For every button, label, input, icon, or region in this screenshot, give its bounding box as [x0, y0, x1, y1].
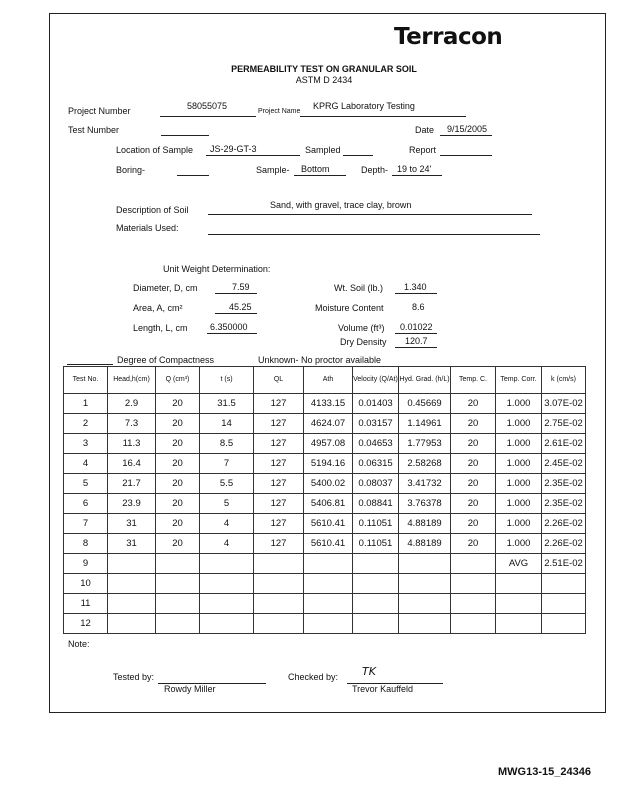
table-cell — [200, 614, 254, 634]
volume-line — [395, 333, 437, 334]
table-cell — [304, 574, 353, 594]
table-cell: 11 — [64, 594, 108, 614]
table-cell: 3 — [64, 434, 108, 454]
sample-label: Sample- — [256, 165, 290, 175]
table-row — [64, 394, 586, 414]
diameter-value: 7.59 — [232, 282, 250, 292]
table-cell: 20 — [451, 414, 496, 434]
table-header-cell: k (cm/s) — [542, 367, 586, 394]
table-row — [64, 434, 586, 454]
area-label: Area, A, cm² — [133, 303, 183, 313]
project-name-label: Project Name — [258, 108, 301, 115]
table-cell — [200, 554, 254, 574]
test-number-line — [161, 135, 209, 136]
table-cell — [399, 554, 451, 574]
table-cell — [156, 614, 200, 634]
wt-soil-value: 1.340 — [404, 282, 427, 292]
table-cell: 127 — [254, 394, 304, 414]
date-line — [440, 135, 492, 136]
table-row — [64, 534, 586, 554]
description-label: Description of Soil — [116, 205, 189, 215]
table-cell: 0.08841 — [353, 494, 399, 514]
sample-value: Bottom — [301, 164, 330, 174]
table-cell: 2.35E-02 — [542, 474, 586, 494]
table-cell: 0.08037 — [353, 474, 399, 494]
table-cell: 20 — [451, 394, 496, 414]
depth-label: Depth- — [361, 165, 389, 175]
table-cell: 16.4 — [108, 454, 156, 474]
sampled-label: Sampled — [305, 145, 341, 155]
table-cell: 20 — [451, 474, 496, 494]
table-cell: 0.06315 — [353, 454, 399, 474]
table-cell: 1.000 — [496, 534, 542, 554]
table-cell: 20 — [451, 494, 496, 514]
table-cell: 127 — [254, 474, 304, 494]
table-cell — [304, 554, 353, 574]
location-label: Location of Sample — [116, 145, 194, 155]
description-line — [208, 214, 532, 215]
table-cell: 127 — [254, 454, 304, 474]
project-number-value: 58055075 — [187, 101, 228, 111]
table-cell — [451, 614, 496, 634]
table-cell: 127 — [254, 434, 304, 454]
table-cell: 31 — [108, 534, 156, 554]
table-cell: 1.000 — [496, 514, 542, 534]
table-cell: 5406.81 — [304, 494, 353, 514]
table-cell: 0.03157 — [353, 414, 399, 434]
table-header-cell: Test No. — [64, 367, 108, 394]
table-cell: 4 — [200, 514, 254, 534]
table-cell — [108, 594, 156, 614]
depth-line — [392, 175, 442, 176]
diameter-line — [215, 293, 257, 294]
table-cell — [156, 574, 200, 594]
table-cell: 4957.08 — [304, 434, 353, 454]
length-line — [207, 333, 257, 334]
table-header-cell: t (s) — [200, 367, 254, 394]
table-row — [64, 554, 586, 574]
table-header-cell: Hyd. Grad. (h/L) — [399, 367, 451, 394]
table-header-cell: QL — [254, 367, 304, 394]
table-cell — [304, 614, 353, 634]
table-cell: 0.01403 — [353, 394, 399, 414]
table-cell: 2.61E-02 — [542, 434, 586, 454]
table-cell — [353, 574, 399, 594]
table-cell: 0.11051 — [353, 514, 399, 534]
table-cell: 20 — [451, 454, 496, 474]
table-cell: 20 — [451, 434, 496, 454]
table-cell: 5.5 — [200, 474, 254, 494]
table-cell: 4 — [64, 454, 108, 474]
compactness-line — [67, 364, 113, 365]
table-cell — [542, 594, 586, 614]
table-header-cell: Q (cm³) — [156, 367, 200, 394]
unit-weight-heading: Unit Weight Determination: — [163, 264, 271, 274]
diameter-label: Diameter, D, cm — [133, 283, 198, 293]
table-cell: 2.35E-02 — [542, 494, 586, 514]
table-cell: 3.41732 — [399, 474, 451, 494]
table-cell: 9 — [64, 554, 108, 574]
checked-by-name: Trevor Kauffeld — [352, 684, 414, 694]
table-cell: 4.88189 — [399, 514, 451, 534]
table-cell: 1.000 — [496, 474, 542, 494]
sample-line — [294, 175, 346, 176]
report-label: Report — [409, 145, 437, 155]
table-cell: 5400.02 — [304, 474, 353, 494]
table-cell: 8 — [64, 534, 108, 554]
table-row — [64, 494, 586, 514]
table-cell: 1.000 — [496, 434, 542, 454]
table-cell: 8.5 — [200, 434, 254, 454]
table-cell — [542, 574, 586, 594]
table-cell: 2.9 — [108, 394, 156, 414]
table-cell: 20 — [156, 394, 200, 414]
table-cell — [108, 554, 156, 574]
table-cell — [496, 574, 542, 594]
table-cell: 20 — [156, 414, 200, 434]
table-row — [64, 574, 586, 594]
table-cell: 1.000 — [496, 414, 542, 434]
document-id: MWG13-15_24346 — [498, 766, 591, 778]
table-cell: 23.9 — [108, 494, 156, 514]
table-cell: 11.3 — [108, 434, 156, 454]
table-cell — [108, 574, 156, 594]
table-header-row — [64, 367, 586, 394]
table-cell: 31.5 — [200, 394, 254, 414]
table-cell: 4 — [200, 534, 254, 554]
table-cell — [254, 554, 304, 574]
table-header-cell: Temp. Corr. — [496, 367, 542, 394]
moisture-value: 8.6 — [412, 302, 425, 312]
wt-soil-label: Wt. Soil (lb.) — [334, 283, 384, 293]
form-title: PERMEABILITY TEST ON GRANULAR SOIL — [231, 64, 417, 74]
permeability-table — [63, 366, 586, 634]
table-cell: 1 — [64, 394, 108, 414]
table-cell: 7 — [200, 454, 254, 474]
table-cell: 5610.41 — [304, 534, 353, 554]
table-header-cell: Ath — [304, 367, 353, 394]
table-cell — [399, 594, 451, 614]
table-cell — [353, 554, 399, 574]
location-line — [206, 155, 300, 156]
table-header-cell: Velocity (Q/At) — [353, 367, 399, 394]
table-cell — [399, 614, 451, 634]
length-label: Length, L, cm — [133, 323, 188, 333]
table-cell: 5610.41 — [304, 514, 353, 534]
boring-label: Boring- — [116, 165, 146, 175]
checked-by-initials: TK — [362, 665, 376, 678]
checked-by-label: Checked by: — [288, 672, 339, 682]
table-cell — [156, 594, 200, 614]
table-cell: 1.14961 — [399, 414, 451, 434]
table-row — [64, 474, 586, 494]
table-cell: 20 — [156, 434, 200, 454]
depth-value: 19 to 24' — [397, 164, 432, 174]
form-standard: ASTM D 2434 — [295, 75, 353, 85]
table-cell: 12 — [64, 614, 108, 634]
table-cell — [200, 574, 254, 594]
terracon-logo: Terracon — [394, 24, 503, 50]
table-cell: 1.77953 — [399, 434, 451, 454]
table-cell: 21.7 — [108, 474, 156, 494]
table-cell: 6 — [64, 494, 108, 514]
table-row — [64, 594, 586, 614]
table-cell: 2 — [64, 414, 108, 434]
table-cell — [451, 554, 496, 574]
note-label: Note: — [68, 639, 90, 649]
project-name-value: KPRG Laboratory Testing — [313, 101, 415, 111]
table-cell — [451, 594, 496, 614]
table-cell — [399, 574, 451, 594]
dry-density-line — [395, 347, 437, 348]
table-cell — [156, 554, 200, 574]
sampled-line — [343, 155, 373, 156]
table-cell — [542, 614, 586, 634]
table-header-cell: Head,h(cm) — [108, 367, 156, 394]
tested-by-name: Rowdy Miller — [164, 684, 216, 694]
table-cell — [304, 594, 353, 614]
table-cell: 2.58268 — [399, 454, 451, 474]
date-label: Date — [415, 125, 435, 135]
table-cell — [200, 594, 254, 614]
moisture-label: Moisture Content — [315, 303, 384, 313]
table-cell: 7.3 — [108, 414, 156, 434]
table-cell — [353, 614, 399, 634]
volume-label: Volume (ft³) — [338, 323, 385, 333]
area-line — [215, 313, 257, 314]
table-cell: 1.000 — [496, 454, 542, 474]
table-cell: 0.04653 — [353, 434, 399, 454]
project-number-line — [160, 116, 256, 117]
wt-soil-line — [395, 293, 437, 294]
table-cell — [254, 594, 304, 614]
table-cell: 1.000 — [496, 394, 542, 414]
table-cell: 127 — [254, 514, 304, 534]
description-value: Sand, with gravel, trace clay, brown — [270, 200, 412, 210]
table-cell: 4133.15 — [304, 394, 353, 414]
table-cell: 127 — [254, 534, 304, 554]
table-row — [64, 454, 586, 474]
table-cell: 127 — [254, 494, 304, 514]
area-value: 45.25 — [229, 302, 252, 312]
table-cell: 2.75E-02 — [542, 414, 586, 434]
materials-line — [208, 234, 540, 235]
table-cell: 2.26E-02 — [542, 534, 586, 554]
table-cell: 5194.16 — [304, 454, 353, 474]
test-number-label: Test Number — [68, 125, 120, 135]
table-row — [64, 514, 586, 534]
project-name-line — [300, 116, 466, 117]
volume-value: 0.01022 — [400, 322, 433, 332]
materials-label: Materials Used: — [116, 223, 179, 233]
table-cell: 10 — [64, 574, 108, 594]
table-cell: 0.45669 — [399, 394, 451, 414]
table-cell — [353, 594, 399, 614]
table-cell: 20 — [156, 534, 200, 554]
compactness-label: Degree of Compactness — [117, 355, 215, 365]
table-cell: 2.26E-02 — [542, 514, 586, 534]
table-cell: 1.000 — [496, 494, 542, 514]
table-row — [64, 614, 586, 634]
table-cell: AVG — [496, 554, 542, 574]
table-cell: 20 — [451, 514, 496, 534]
table-cell — [451, 574, 496, 594]
dry-density-value: 120.7 — [405, 336, 428, 346]
table-cell: 31 — [108, 514, 156, 534]
table-cell: 20 — [156, 474, 200, 494]
table-cell — [496, 614, 542, 634]
table-cell: 20 — [156, 514, 200, 534]
table-row — [64, 414, 586, 434]
table-cell: 2.45E-02 — [542, 454, 586, 474]
table-cell: 3.76378 — [399, 494, 451, 514]
table-cell: 4624.07 — [304, 414, 353, 434]
table-cell: 7 — [64, 514, 108, 534]
table-header-cell: Temp. C. — [451, 367, 496, 394]
table-cell: 0.11051 — [353, 534, 399, 554]
location-value: JS-29-GT-3 — [210, 144, 257, 154]
table-cell: 127 — [254, 414, 304, 434]
table-cell — [496, 594, 542, 614]
dry-density-label: Dry Density — [340, 337, 387, 347]
table-cell: 5 — [64, 474, 108, 494]
table-cell — [108, 614, 156, 634]
tested-by-label: Tested by: — [113, 672, 155, 682]
table-cell: 20 — [451, 534, 496, 554]
table-cell — [254, 574, 304, 594]
table-cell: 3.07E-02 — [542, 394, 586, 414]
date-value: 9/15/2005 — [447, 124, 488, 134]
project-number-label: Project Number — [68, 106, 131, 116]
table-cell: 14 — [200, 414, 254, 434]
table-cell: 5 — [200, 494, 254, 514]
boring-line — [177, 175, 209, 176]
table-cell: 20 — [156, 454, 200, 474]
table-cell — [254, 614, 304, 634]
compactness-value: Unknown- No proctor available — [258, 355, 382, 365]
report-line — [440, 155, 492, 156]
length-value: 6.350000 — [210, 322, 248, 332]
table-cell: 2.51E-02 — [542, 554, 586, 574]
table-cell: 20 — [156, 494, 200, 514]
table-cell: 4.88189 — [399, 534, 451, 554]
